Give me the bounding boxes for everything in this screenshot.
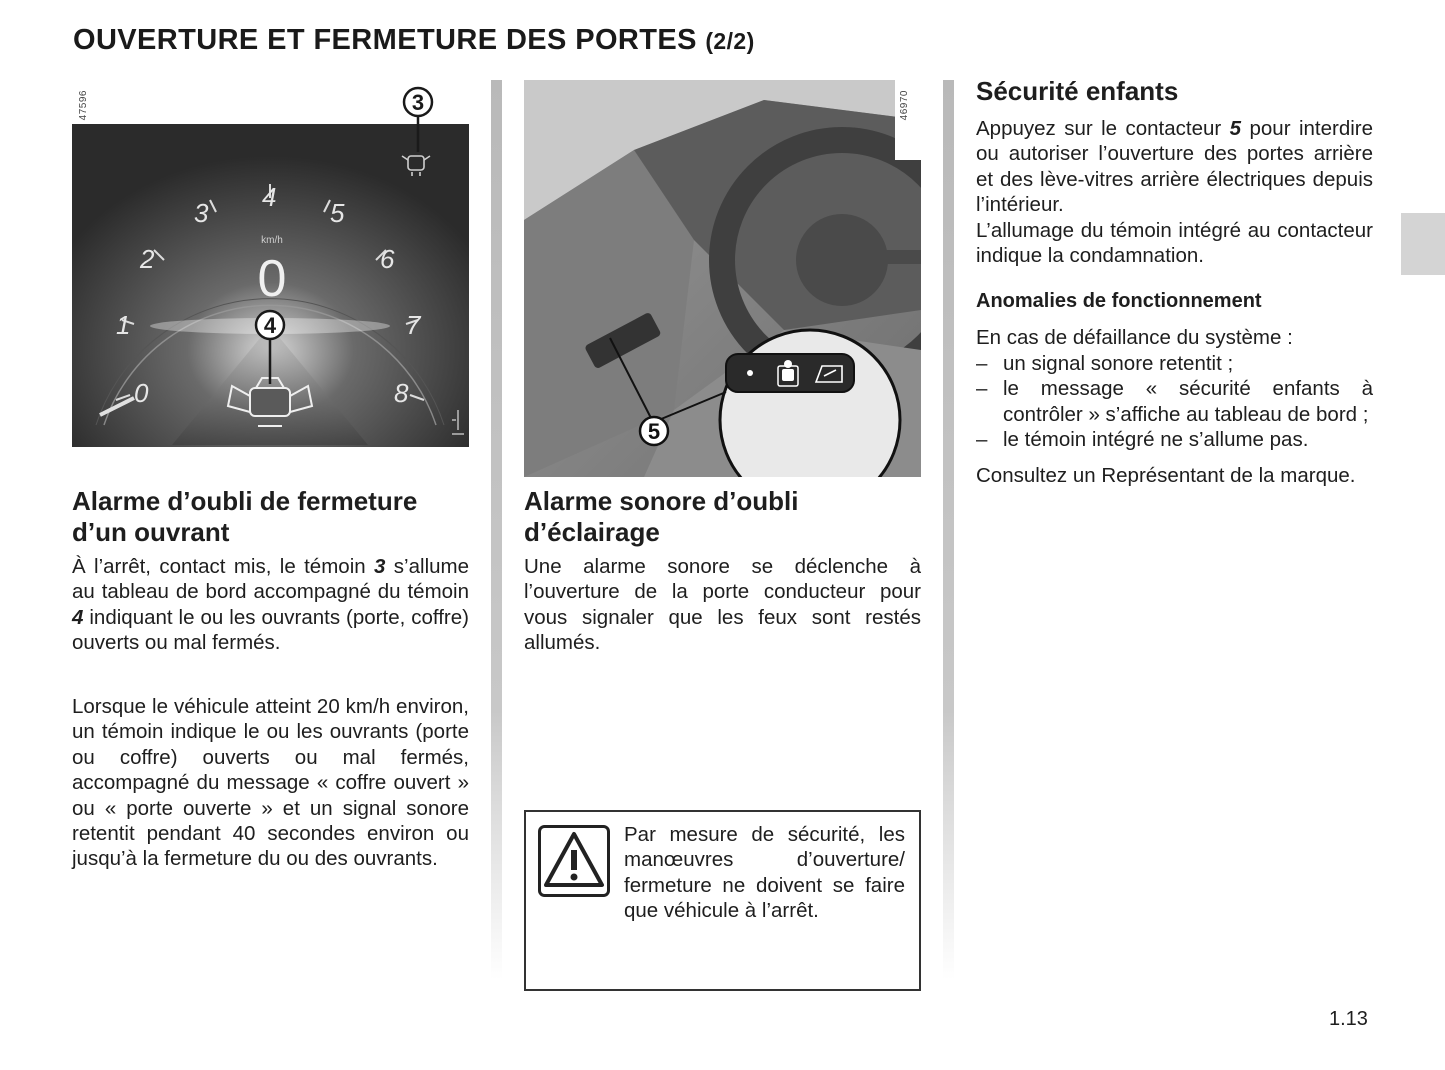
page-number: 1.13 bbox=[1329, 1008, 1368, 1030]
sub-heading: Anomalies de fonctionnement bbox=[976, 290, 1262, 313]
page-title: OUVERTURE ET FERMETURE DES PORTES (2/2) bbox=[73, 24, 755, 56]
dial-number: 6 bbox=[380, 244, 395, 274]
column-divider bbox=[491, 80, 502, 980]
section-heading: Sécurité enfants bbox=[976, 76, 1179, 106]
reference-5: 5 bbox=[1229, 117, 1242, 140]
dial-number: 4 bbox=[262, 182, 277, 212]
paragraph: À l’arrêt, contact mis, le témoin 3 s’allume au tableau de bord accompagné du témoin 4 indiquant le ou les ouvrants (porte, coffre) ouverts ou mal fermés. bbox=[72, 555, 470, 655]
page-part: (2/2) bbox=[705, 28, 755, 54]
paragraph: Une alarme sonore se déclenche à l’ouverture de la porte conducteur pour vous signaler que les feux sont restés allumés. bbox=[524, 555, 921, 655]
dial-number: 5 bbox=[330, 198, 345, 228]
column-divider bbox=[943, 80, 954, 980]
column-left bbox=[72, 80, 470, 871]
figure-instrument-cluster bbox=[72, 80, 469, 477]
list-item: – le message « sécurité enfants à contrôler » s’affiche au tableau de bord ; bbox=[976, 377, 1373, 426]
dial-number: 2 bbox=[140, 244, 155, 274]
callout-4: 4 bbox=[263, 313, 277, 338]
door-panel-illustration bbox=[524, 80, 921, 477]
anomaly-list bbox=[976, 351, 1373, 453]
dial-number: 0 bbox=[134, 378, 149, 408]
list-item: – le témoin intégré ne s’allume pas. bbox=[976, 428, 1309, 452]
warning-box bbox=[524, 810, 921, 991]
paragraph: En cas de défaillance du système : bbox=[976, 326, 1293, 350]
chapter-tab bbox=[1401, 213, 1445, 275]
dial-number: 8 bbox=[394, 378, 409, 408]
column-middle bbox=[524, 80, 921, 923]
section-heading: Alarme d’oubli de fermeture d’un ouvrant bbox=[72, 486, 418, 547]
list-item: – un signal sonore retentit ; bbox=[976, 351, 1234, 375]
paragraph: Consultez un Représentant de la marque. bbox=[976, 464, 1356, 488]
section-heading: Alarme sonore d’oubli d’éclairage bbox=[524, 486, 799, 547]
warning-text: Par mesure de sécurité, les manœuvres d’ouverture/ fermeture ne doivent se faire que véhicule à l’arrêt. bbox=[624, 823, 905, 923]
instrument-cluster-illustration bbox=[72, 80, 469, 477]
figure-reference: 46970 bbox=[899, 90, 910, 121]
figure-door-switch bbox=[524, 80, 921, 477]
figure-reference: 47596 bbox=[78, 90, 89, 121]
paragraph: Lorsque le véhicule atteint 20 km/h environ, un témoin indique le ou les ouvrants (porte ou coffre) ouverts ou mal fermés, accompagné du message « coffre ouvert » ou « porte ouverte » et un signal sonore retentit pendant 40 secondes environ ou jusqu’à la fermeture du ou des ouvrants. bbox=[72, 695, 469, 871]
dial-number: 7 bbox=[406, 310, 421, 340]
lock-indicator-led bbox=[747, 370, 753, 376]
paragraph: Appuyez sur le contacteur 5 pour interdire ou autoriser l’ouverture des portes arrière et des lève-vitres arrière électriques depuis l’intérieur. bbox=[976, 117, 1374, 217]
callout-3: 3 bbox=[411, 90, 425, 115]
dial-number: 3 bbox=[194, 198, 209, 228]
dial-number: 1 bbox=[116, 310, 131, 340]
speed-value: 0 bbox=[257, 250, 287, 308]
reference-3: 3 bbox=[374, 555, 386, 578]
callout-5: 5 bbox=[647, 419, 661, 444]
speed-unit: km/h bbox=[261, 235, 283, 246]
column-right bbox=[976, 74, 1373, 489]
warning-triangle-icon bbox=[538, 825, 610, 897]
reference-4: 4 bbox=[72, 605, 84, 629]
paragraph: L’allumage du témoin intégré au contacteur indique la condamnation. bbox=[976, 218, 1373, 268]
